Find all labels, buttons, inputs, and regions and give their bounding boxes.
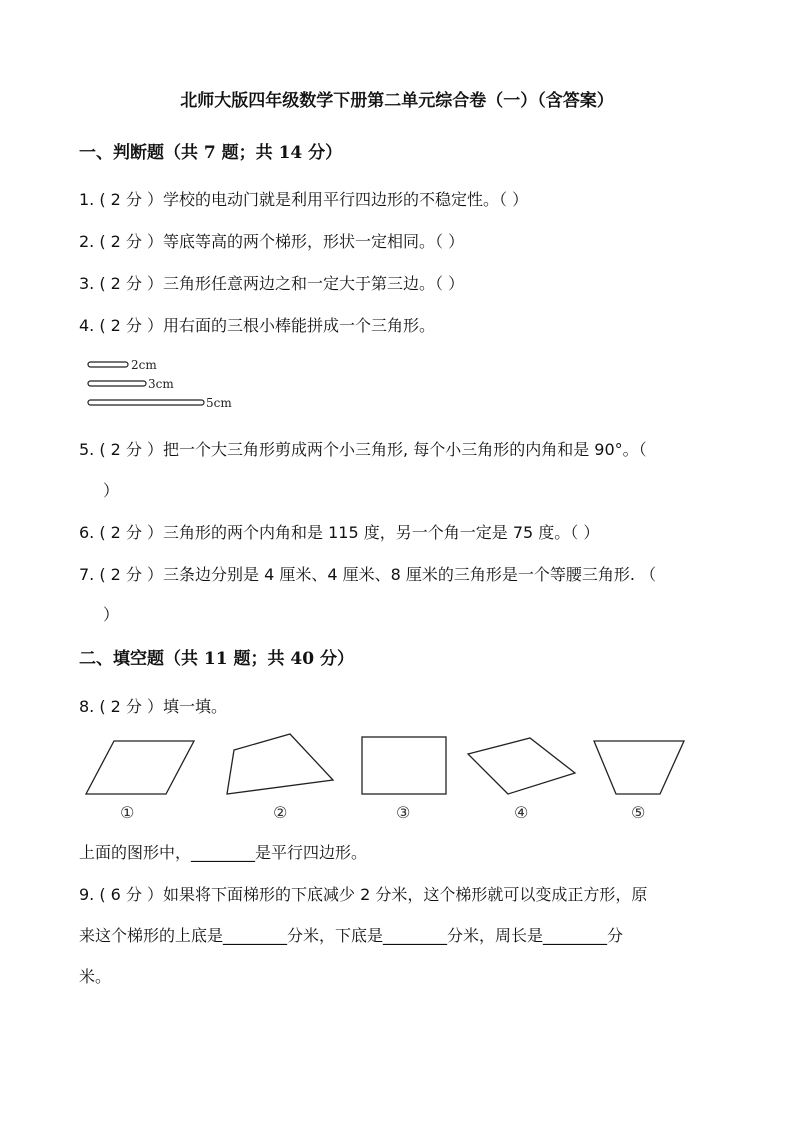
question-5-continuation: ） bbox=[103, 481, 120, 500]
shape-5-number: ⑤ bbox=[631, 803, 646, 822]
section-heading-fill-in: 二、填空题（共 11 题；共 40 分） bbox=[79, 649, 354, 669]
question-9: 9. ( 6 分 ）如果将下面梯形的下底减少 2 分米，这个梯形就可以变成正方形，原 bbox=[79, 885, 648, 904]
shapes-figure bbox=[80, 732, 700, 824]
shape-5-trapezoid bbox=[594, 741, 684, 794]
stick-label-2cm: 2cm bbox=[131, 358, 157, 372]
shape-4-number: ④ bbox=[514, 803, 529, 822]
section-heading-judgement: 一、判断题（共 7 题；共 14 分） bbox=[79, 143, 343, 163]
shape-1-number: ① bbox=[120, 803, 135, 822]
sticks-figure bbox=[86, 358, 246, 414]
stick-2cm bbox=[88, 362, 128, 367]
shape-1-parallelogram bbox=[86, 741, 194, 794]
shape-2-number: ② bbox=[273, 803, 288, 822]
stick-5cm bbox=[88, 400, 204, 405]
page-title: 北师大版四年级数学下册第二单元综合卷（一）（含答案） bbox=[180, 91, 614, 111]
shape-3-rectangle bbox=[362, 737, 446, 794]
question-2: 2. ( 2 分 ）等底等高的两个梯形，形状一定相同。（ ） bbox=[79, 232, 465, 251]
question-5: 5. ( 2 分 ）把一个大三角形剪成两个小三角形, 每个小三角形的内角和是 90°。（ bbox=[79, 440, 647, 459]
stick-3cm bbox=[88, 381, 146, 386]
question-7: 7. ( 2 分 ）三条边分别是 4 厘米、4 厘米、8 厘米的三角形是一个等腰三角形. （ bbox=[79, 565, 657, 584]
question-3: 3. ( 2 分 ）三角形任意两边之和一定大于第三边。（ ） bbox=[79, 274, 465, 293]
question-7-continuation: ） bbox=[103, 605, 120, 624]
shape-3-number: ③ bbox=[396, 803, 411, 822]
question-9-line-2: 来这个梯形的上底是________分米，下底是________分米，周长是________分 bbox=[79, 926, 624, 945]
stick-label-5cm: 5cm bbox=[206, 396, 232, 410]
shape-4-rhombus bbox=[468, 738, 575, 794]
question-6: 6. ( 2 分 ）三角形的两个内角和是 115 度，另一个角一定是 75 度。（ ） bbox=[79, 523, 600, 542]
question-8: 8. ( 2 分 ）填一填。 bbox=[79, 697, 228, 716]
shape-2-quadrilateral bbox=[227, 734, 333, 794]
question-4: 4. ( 2 分 ）用右面的三根小棒能拼成一个三角形。 bbox=[79, 316, 436, 335]
question-9-line-3: 米。 bbox=[79, 967, 112, 986]
question-8-answer-line: 上面的图形中，________是平行四边形。 bbox=[79, 843, 368, 862]
question-1: 1. ( 2 分 ）学校的电动门就是利用平行四边形的不稳定性。（ ） bbox=[79, 190, 529, 209]
stick-label-3cm: 3cm bbox=[148, 377, 174, 391]
